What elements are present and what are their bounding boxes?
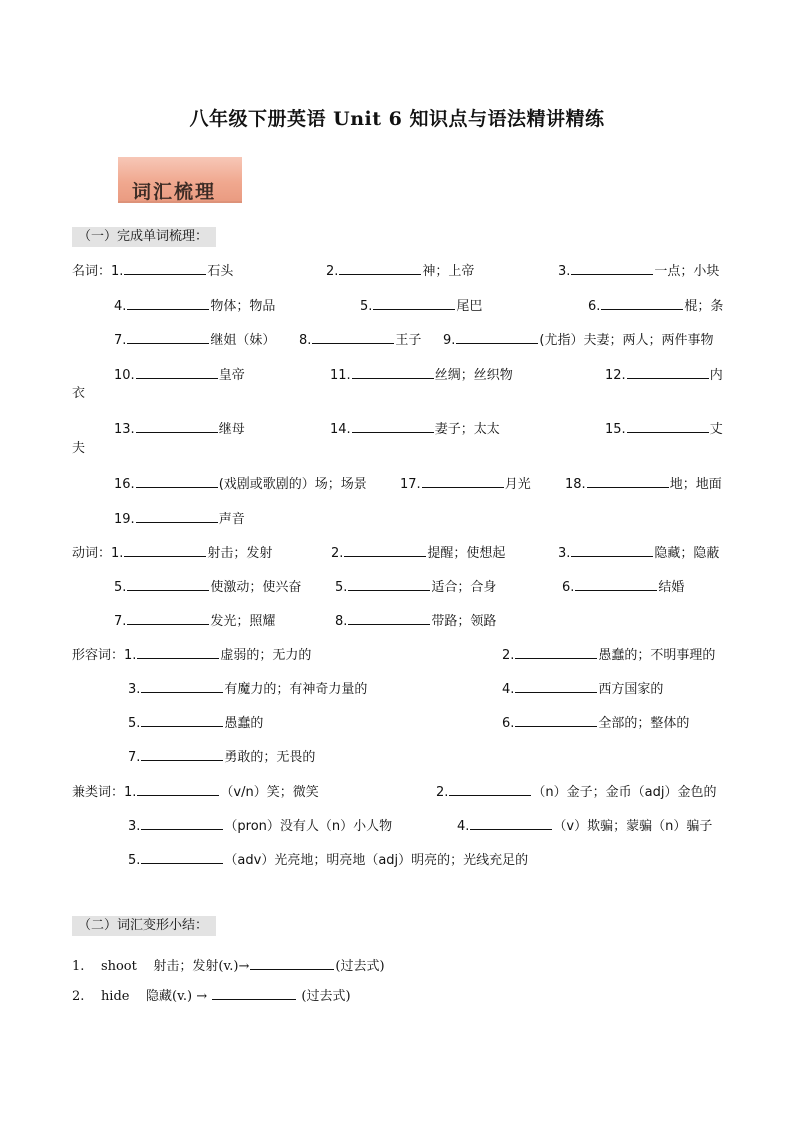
answer-blank[interactable] [449, 783, 531, 796]
nouns-label: 名词： [72, 264, 112, 279]
item-number: 5. [335, 580, 348, 595]
section-banner [118, 157, 242, 203]
answer-blank[interactable] [137, 646, 219, 659]
answer-blank[interactable] [124, 262, 206, 275]
answer-blank[interactable] [348, 612, 430, 625]
noun-item [330, 420, 500, 438]
item-meaning: 射击；发射 [207, 546, 273, 561]
noun-item [330, 366, 513, 384]
item-meaning: 有魔力的；有神奇力量的 [224, 682, 368, 697]
item-number: 5. [128, 716, 141, 731]
noun-item [558, 262, 719, 280]
form-word: hide [100, 989, 130, 1004]
item-number: 8. [299, 333, 312, 348]
verb-row [72, 544, 272, 562]
item-number: 2. [72, 989, 85, 1004]
answer-blank[interactable] [141, 748, 223, 761]
answer-blank[interactable] [339, 262, 421, 275]
item-number: 13. [114, 422, 135, 437]
item-meaning: 适合；合身 [431, 580, 497, 595]
item-meaning: 提醒；使想起 [427, 546, 506, 561]
answer-blank[interactable] [136, 475, 218, 488]
noun-item [114, 297, 275, 315]
item-number: 11. [330, 368, 351, 383]
item-number: 16. [114, 477, 135, 492]
item-number: 4. [114, 299, 127, 314]
noun-item [605, 366, 723, 384]
item-meaning: 一点；小块 [654, 264, 720, 279]
verb-item [558, 544, 719, 562]
multi-class-row [72, 783, 319, 801]
item-meaning: 虚弱的；无力的 [220, 648, 312, 663]
item-meaning: 全部的；整体的 [598, 716, 690, 731]
item-meaning: 物体；物品 [210, 299, 276, 314]
noun-item [114, 331, 275, 349]
item-meaning: 使激动；使兴奋 [210, 580, 302, 595]
item-number: 15. [605, 422, 626, 437]
item-meaning: 内 [709, 368, 723, 383]
item-meaning: 神；上帝 [422, 264, 475, 279]
item-number: 3. [558, 546, 571, 561]
noun-item [326, 262, 474, 280]
answer-blank[interactable] [250, 957, 334, 970]
item-meaning: 棍；条 [684, 299, 724, 314]
answer-blank[interactable] [127, 612, 209, 625]
form-meaning: 隐藏(v.) [146, 989, 193, 1004]
item-meaning: （n）金子；金币（adj）金色的 [532, 785, 717, 800]
item-meaning: 地；地面 [669, 477, 722, 492]
verb-item [335, 578, 496, 596]
item-number: 10. [114, 368, 135, 383]
item-number: 3. [558, 264, 571, 279]
adjective-row [72, 646, 311, 664]
verb-item [335, 612, 496, 630]
answer-blank[interactable] [587, 475, 669, 488]
multi-class-item [128, 851, 528, 869]
noun-item-wrap: 夫 [72, 441, 86, 456]
item-meaning: 愚蠢的；不明事理的 [598, 648, 716, 663]
section-heading-2: （二）词汇变形小结： [72, 916, 216, 936]
item-number: 5. [114, 580, 127, 595]
answer-blank[interactable] [141, 714, 223, 727]
item-meaning: 皇帝 [218, 368, 245, 383]
answer-blank[interactable] [136, 366, 218, 379]
item-number: 5. [360, 299, 373, 314]
item-meaning: 尾巴 [456, 299, 483, 314]
item-meaning: 妻子；太太 [434, 422, 500, 437]
item-meaning: 西方国家的 [598, 682, 664, 697]
multi-class-item [128, 817, 392, 835]
answer-blank[interactable] [127, 331, 209, 344]
item-meaning: 继母 [218, 422, 245, 437]
noun-item [114, 475, 367, 493]
item-number: 4. [457, 819, 470, 834]
item-meaning: 结婚 [658, 580, 685, 595]
noun-row [72, 262, 233, 280]
item-number: 1. [72, 959, 85, 974]
item-number: 7. [114, 614, 127, 629]
item-number: 2. [331, 546, 344, 561]
answer-blank[interactable] [141, 680, 223, 693]
item-meaning: 带路；领路 [431, 614, 497, 629]
form-note: (过去式) [301, 989, 351, 1004]
noun-item [443, 331, 713, 349]
answer-blank[interactable] [515, 646, 597, 659]
answer-blank[interactable] [352, 420, 434, 433]
multi-class-item [457, 817, 712, 835]
verb-item [331, 544, 505, 562]
item-number: 2. [326, 264, 339, 279]
item-meaning: 隐藏；隐蔽 [654, 546, 720, 561]
section-heading-1: （一）完成单词梳理： [72, 227, 216, 247]
verbs-label: 动词： [72, 546, 112, 561]
adjectives-label: 形容词： [72, 648, 125, 663]
arrow-icon: → [196, 989, 208, 1004]
item-meaning: 丝绸；丝织物 [434, 368, 513, 383]
item-number: 6. [588, 299, 601, 314]
answer-blank[interactable] [137, 783, 219, 796]
answer-blank[interactable] [141, 817, 223, 830]
arrow-icon: → [238, 959, 250, 974]
item-number: 6. [502, 716, 515, 731]
answer-blank[interactable] [422, 475, 504, 488]
answer-blank[interactable] [627, 420, 709, 433]
item-number: 17. [400, 477, 421, 492]
item-meaning: （v/n）笑；微笑 [220, 785, 319, 800]
answer-blank[interactable] [348, 578, 430, 591]
item-number: 14. [330, 422, 351, 437]
multi-class-item [436, 783, 716, 801]
answer-blank[interactable] [373, 297, 455, 310]
answer-blank[interactable] [127, 297, 209, 310]
item-number: 5. [128, 853, 141, 868]
item-meaning: 继姐（妹） [210, 333, 276, 348]
item-meaning: (戏剧或歌剧的）场；场景 [218, 477, 367, 492]
item-number: 7. [128, 750, 141, 765]
item-number: 1. [124, 648, 137, 663]
item-meaning: 愚蠢的 [224, 716, 264, 731]
item-number: 1. [111, 546, 124, 561]
form-word: shoot [100, 959, 137, 974]
noun-item [299, 331, 421, 349]
item-number: 7. [114, 333, 127, 348]
noun-item [605, 420, 723, 438]
answer-blank[interactable] [515, 680, 597, 693]
answer-blank[interactable] [124, 544, 206, 557]
answer-blank[interactable] [575, 578, 657, 591]
item-number: 2. [502, 648, 515, 663]
noun-item [114, 366, 245, 384]
adjective-item [502, 680, 663, 698]
answer-blank[interactable] [571, 262, 653, 275]
noun-item-wrap: 衣 [72, 386, 86, 401]
item-meaning: （adv）光亮地；明亮地（adj）明亮的；光线充足的 [224, 853, 529, 868]
noun-item [114, 510, 245, 528]
answer-blank[interactable] [515, 714, 597, 727]
item-number: 1. [111, 264, 124, 279]
answer-blank[interactable] [136, 510, 218, 523]
adjective-item [128, 714, 263, 732]
item-meaning: （v）欺骗；蒙骗（n）骗子 [553, 819, 713, 834]
item-number: 4. [502, 682, 515, 697]
item-meaning: 发光；照耀 [210, 614, 276, 629]
item-number: 9. [443, 333, 456, 348]
noun-item [400, 475, 531, 493]
answer-blank[interactable] [470, 817, 552, 830]
answer-blank[interactable] [127, 578, 209, 591]
form-item [72, 957, 385, 975]
item-number: 2. [436, 785, 449, 800]
item-meaning: 声音 [218, 512, 245, 527]
item-meaning: （pron）没有人（n）小人物 [224, 819, 393, 834]
adjective-item [128, 680, 367, 698]
verb-item [114, 612, 275, 630]
noun-item [588, 297, 723, 315]
answer-blank[interactable] [627, 366, 709, 379]
item-number: 18. [565, 477, 586, 492]
item-number: 3. [128, 819, 141, 834]
banner-label: 词汇梳理 [132, 181, 217, 203]
noun-item [565, 475, 722, 493]
item-number: 12. [605, 368, 626, 383]
item-meaning: (尤指）夫妻；两人；两件事物 [539, 333, 714, 348]
answer-blank[interactable] [352, 366, 434, 379]
noun-item [114, 420, 245, 438]
verb-item [114, 578, 301, 596]
answer-blank[interactable] [456, 331, 538, 344]
item-meaning: 王子 [395, 333, 422, 348]
adjective-item [502, 646, 715, 664]
answer-blank[interactable] [212, 987, 296, 1000]
form-note: (过去式) [335, 959, 385, 974]
item-number: 6. [562, 580, 575, 595]
answer-blank[interactable] [312, 331, 394, 344]
multi-label: 兼类词： [72, 785, 125, 800]
answer-blank[interactable] [141, 851, 223, 864]
item-number: 3. [128, 682, 141, 697]
answer-blank[interactable] [136, 420, 218, 433]
item-meaning: 石头 [207, 264, 234, 279]
item-number: 8. [335, 614, 348, 629]
form-meaning: 射击；发射(v.) [153, 959, 239, 974]
answer-blank[interactable] [344, 544, 426, 557]
noun-item [360, 297, 482, 315]
answer-blank[interactable] [601, 297, 683, 310]
page-title: 八年级下册英语 Unit 6 知识点与语法精讲精练 [189, 108, 605, 130]
item-number: 19. [114, 512, 135, 527]
adjective-item [502, 714, 689, 732]
item-meaning: 月光 [504, 477, 531, 492]
adjective-item [128, 748, 315, 766]
item-number: 1. [124, 785, 137, 800]
item-meaning: 勇敢的；无畏的 [224, 750, 316, 765]
verb-item [562, 578, 684, 596]
form-item [72, 987, 351, 1005]
answer-blank[interactable] [571, 544, 653, 557]
item-meaning: 丈 [709, 422, 723, 437]
